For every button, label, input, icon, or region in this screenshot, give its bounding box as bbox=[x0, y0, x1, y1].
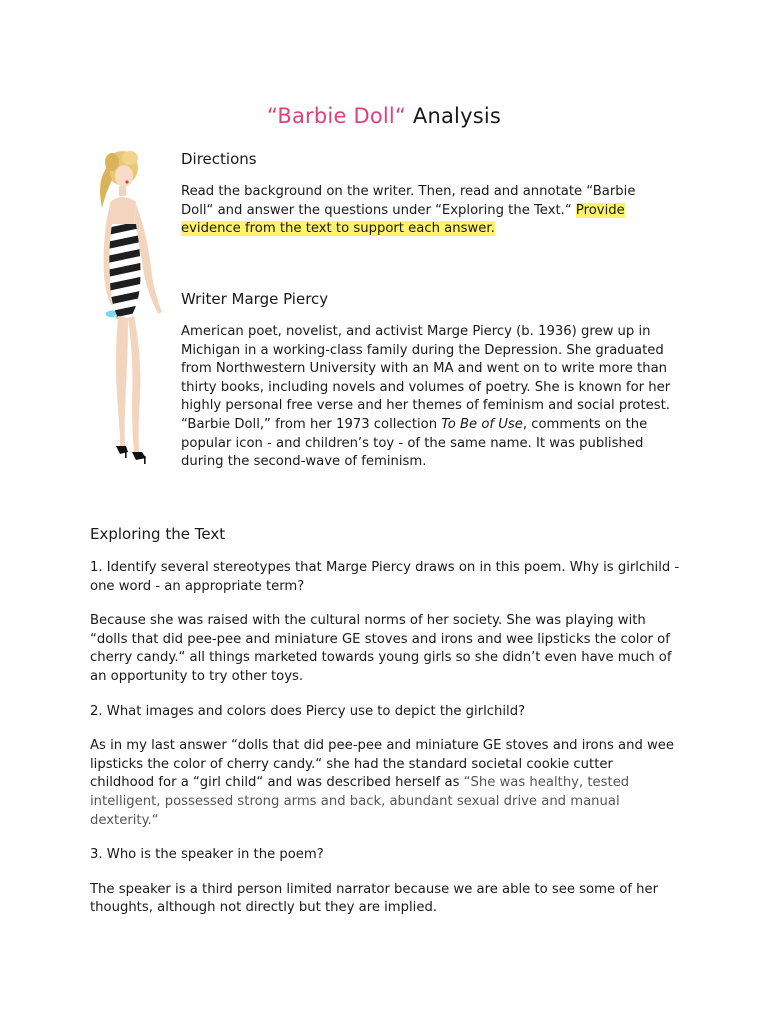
answer-2-main: As in my last answer “dolls that did pee-pee and miniature GE stoves and irons and wee lipsticks the color of cherry candy.“ she had the standard societal cookie cutter childhood for a “girl child“ and was described herself as bbox=[90, 738, 675, 791]
answer-2-quote: “She was healthy, tested intelligent, possessed strong arms and back, abundant sexual drive and manual dexterity.“ bbox=[90, 775, 630, 828]
directions-text bbox=[181, 183, 671, 239]
title-rest: Analysis bbox=[406, 104, 502, 128]
answer-3: The speaker is a third person limited narrator because we are able to see some of her thoughts, although not directly but they are implied. bbox=[90, 881, 659, 916]
exploring-heading: Exploring the Text bbox=[90, 525, 226, 543]
exploring-section bbox=[90, 525, 680, 918]
answer-1: Because she was raised with the cultural norms of her society. She was playing with “dolls that did pee-pee and miniature GE stoves and irons and wee lipsticks the color of cherry candy.“ all things marketed towards young girls so she didn’t even have much of an opportunity to try other toys. bbox=[90, 613, 672, 684]
title-highlight: “Barbie Doll“ bbox=[266, 104, 407, 128]
writer-bio-a: American poet, novelist, and activist Marge Piercy (b. 1936) grew up in Michigan in a working-class family during the Depression. She graduated from Northwestern University with an MA and went on to write more than thirty books, including novels and volumes of poetry. She is known for her highly personal free verse and her themes of feminism and social protest. “Barbie Doll,” from her 1973 collection bbox=[181, 324, 671, 432]
directions-heading: Directions bbox=[181, 150, 257, 168]
writer-section bbox=[181, 290, 678, 472]
directions-body: Read the background on the writer. Then, read and annotate “Barbie Doll“ and answer the questions under “Exploring the Text.“ bbox=[181, 184, 636, 218]
writer-heading: Writer Marge Piercy bbox=[181, 290, 329, 308]
directions-section bbox=[181, 150, 671, 239]
question-3: 3. Who is the speaker in the poem? bbox=[90, 847, 324, 863]
question-2: 2. What images and colors does Piercy use to depict the girlchild? bbox=[90, 703, 526, 719]
writer-bio-b: , comments on the popular icon - and children’s toy - of the same name. It was published during the second-wave of feminism. bbox=[181, 416, 648, 470]
directions-highlight: Provide evidence from the text to support each answer. bbox=[181, 202, 625, 237]
barbie-doll-image bbox=[90, 146, 170, 468]
book-title: To Be of Use bbox=[441, 416, 523, 432]
writer-bio bbox=[181, 323, 678, 472]
answer-2 bbox=[90, 737, 680, 830]
page-title bbox=[0, 104, 768, 128]
question-1: 1. Identify several stereotypes that Marge Piercy draws on in this poem. Why is girlchild - one word - an appropriate term? bbox=[90, 560, 680, 594]
